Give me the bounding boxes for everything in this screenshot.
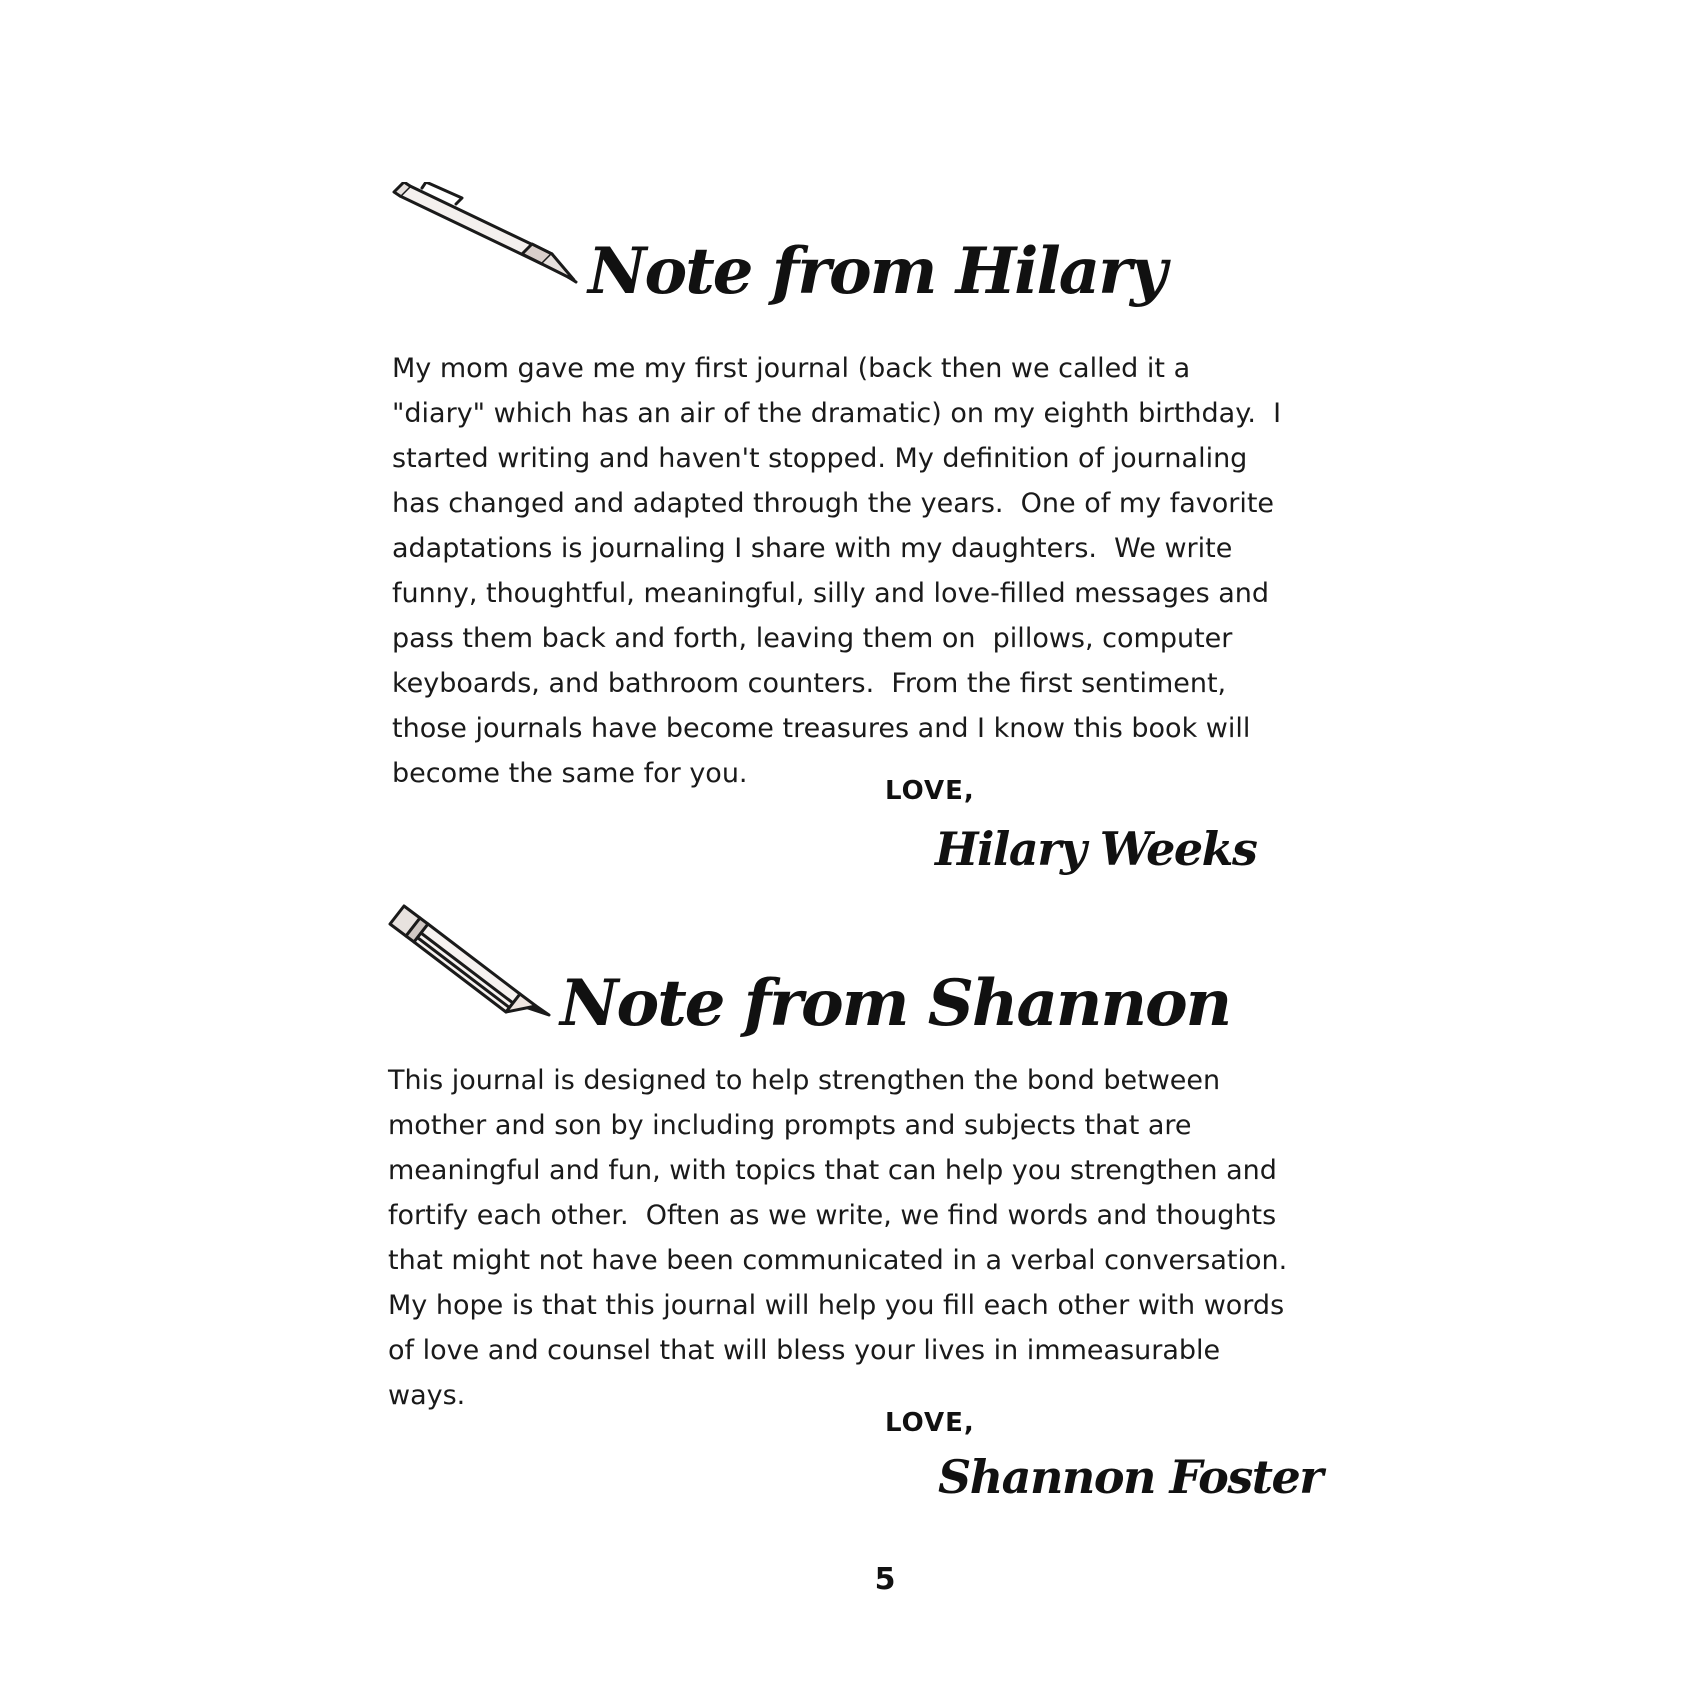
shannon-closing: LOVE,	[885, 1408, 975, 1438]
hilary-note-body	[392, 346, 1281, 796]
hilary-line: started writing and haven't stopped. My definition of journaling	[392, 443, 1248, 474]
shannon-line: of love and counsel that will bless your lives in immeasurable	[388, 1335, 1221, 1366]
hilary-signature: Hilary Weeks	[935, 822, 1257, 876]
shannon-line: This journal is designed to help strengthen the bond between	[388, 1065, 1221, 1096]
shannon-line: mother and son by including prompts and subjects that are	[388, 1110, 1192, 1141]
shannon-line: meaningful and fun, with topics that can help you strengthen and	[388, 1155, 1277, 1186]
hilary-line: become the same for you.	[392, 758, 748, 789]
hilary-line: My mom gave me my first journal (back then we called it a	[392, 353, 1191, 384]
heading-hilary: Note from Hilary	[588, 234, 1166, 309]
hilary-closing: LOVE,	[885, 776, 975, 806]
hilary-line: those journals have become treasures and I know this book will	[392, 713, 1251, 744]
shannon-line: My hope is that this journal will help you fill each other with words	[388, 1290, 1285, 1321]
page-number: 5	[874, 1562, 896, 1597]
shannon-line: fortify each other. Often as we write, we find words and thoughts	[388, 1200, 1277, 1231]
hilary-line: pass them back and forth, leaving them on pillows, computer	[392, 623, 1233, 654]
pencil-icon	[386, 902, 556, 1018]
pen-icon	[392, 182, 582, 292]
shannon-signature: Shannon Foster	[938, 1450, 1322, 1504]
hilary-line: has changed and adapted through the years. One of my favorite	[392, 488, 1275, 519]
hilary-line: keyboards, and bathroom counters. From the first sentiment,	[392, 668, 1227, 699]
shannon-note-body	[388, 1058, 1287, 1418]
shannon-line: that might not have been communicated in a verbal conversation.	[388, 1245, 1288, 1276]
heading-shannon: Note from Shannon	[560, 966, 1231, 1041]
hilary-line: adaptations is journaling I share with my daughters. We write	[392, 533, 1233, 564]
shannon-line: ways.	[388, 1380, 466, 1411]
hilary-line: "diary" which has an air of the dramatic) on my eighth birthday. I	[392, 398, 1282, 429]
hilary-line: funny, thoughtful, meaningful, silly and love-filled messages and	[392, 578, 1270, 609]
